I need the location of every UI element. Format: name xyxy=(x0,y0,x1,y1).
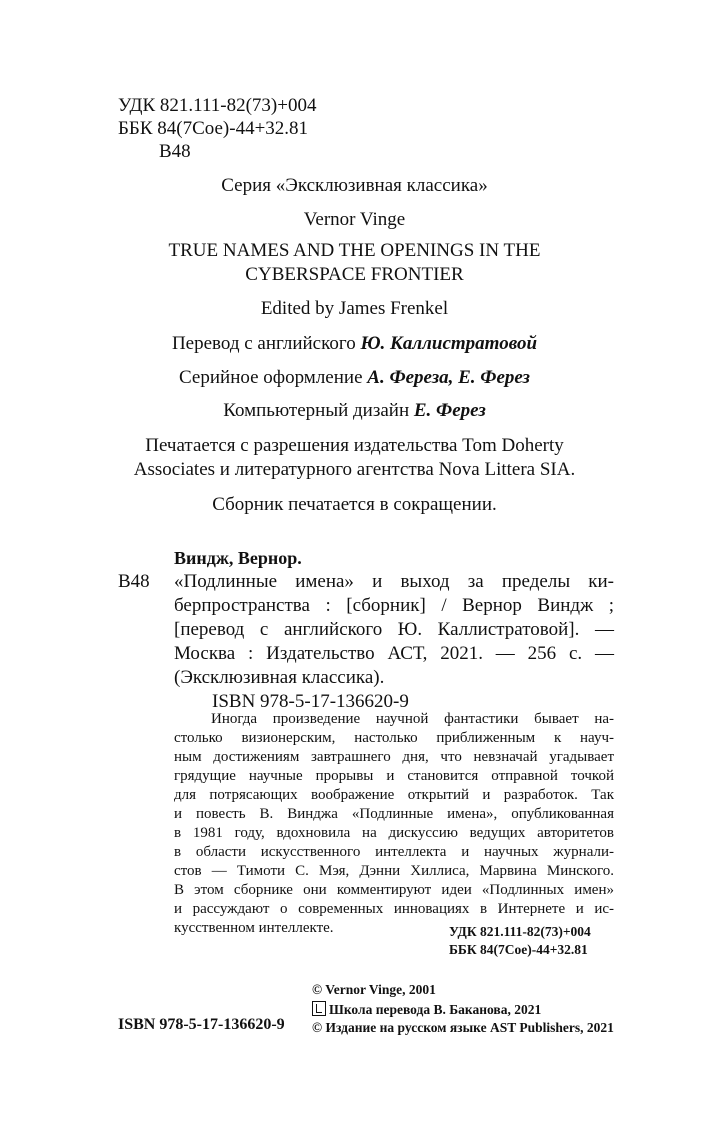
permission-line2: Associates и литературного агентства Nova Littera SIA. xyxy=(133,459,576,480)
annotation-line-5: для потрясающих воображение открытий и разработок. Так xyxy=(174,787,614,803)
permission-line1: Печатается с разрешения издательства Tom Doherty xyxy=(145,435,564,456)
translator-name: Ю. Каллистратовой xyxy=(360,333,538,354)
original-title-line1: TRUE NAMES AND THE OPENINGS IN THE xyxy=(168,240,541,261)
card-bbk: ББК 84(7Сое)-44+32.81 xyxy=(449,942,588,957)
computer-designer: Е. Ферез xyxy=(413,400,486,421)
card-description-line-2: берпространства : [сборник] / Вернор Виндж ; xyxy=(174,595,614,616)
card-udk: УДК 821.111-82(73)+004 xyxy=(449,924,591,939)
series-design-prefix: Серийное оформление xyxy=(179,367,368,388)
copyright-school-text: Школа перевода В. Баканова, 2021 xyxy=(329,1002,542,1017)
series-design-line xyxy=(0,367,709,389)
annotation-line-4: грядущие научные прорывы и становится отправной точкой xyxy=(174,768,614,784)
annotation-line-2: столько визионерским, настолько приближенным к науч- xyxy=(174,730,614,746)
annotation-line-7: в 1981 году, вдохновила на дискуссию ведущих авторитетов xyxy=(174,825,614,841)
computer-design-prefix: Компьютерный дизайн xyxy=(223,400,414,421)
card-mark: В48 xyxy=(118,571,150,592)
series-line: Серия «Эксклюзивная классика» xyxy=(221,175,488,196)
original-title-line2: CYBERSPACE FRONTIER xyxy=(245,264,464,285)
school-logo-icon xyxy=(312,1001,326,1016)
annotation-line-9: стов — Тимоти С. Мэя, Дэнни Хиллиса, Марвина Минского. xyxy=(174,863,614,879)
annotation-line-3: ным достижениям завтрашнего дня, что невзначай угадывает xyxy=(174,749,614,765)
copyright-edition: © Издание на русском языке AST Publishers, 2021 xyxy=(312,1020,614,1035)
translator-line xyxy=(0,333,709,355)
card-description-line-1: «Подлинные имена» и выход за пределы ки- xyxy=(174,571,614,592)
udk-code: УДК 821.111-82(73)+004 xyxy=(118,95,317,116)
annotation-line-1: Иногда произведение научной фантастики бывает на- xyxy=(211,711,614,727)
annotation-line-10: В этом сборнике они комментируют идеи «Подлинных имен» xyxy=(174,882,614,898)
bbk-code: ББК 84(7Сое)-44+32.81 xyxy=(118,118,309,139)
abridged-note: Сборник печатается в сокращении. xyxy=(212,494,497,515)
card-description-line-4: Москва : Издательство АСТ, 2021. — 256 с. — xyxy=(174,643,614,664)
translator-prefix: Перевод с английского xyxy=(171,333,361,354)
card-heading: Виндж, Вернор. xyxy=(174,548,302,568)
card-isbn: ISBN 978-5-17-136620-9 xyxy=(212,691,409,712)
copyright-school xyxy=(312,1001,541,1018)
copyright-isbn: ISBN 978-5-17-136620-9 xyxy=(118,1016,285,1033)
copyright-author: © Vernor Vinge, 2001 xyxy=(312,982,436,997)
annotation-line-11: и рассуждают о современных инновациях в Интернете и ис- xyxy=(174,901,614,917)
card-description-last: (Эксклюзивная классика). xyxy=(174,667,385,688)
annotation-line-6: и повесть В. Винджа «Подлинные имена», опубликованная xyxy=(174,806,614,822)
annotation-last: кусственном интеллекте. xyxy=(174,920,334,936)
annotation-line-8: в области искусственного интеллекта и научных журнали- xyxy=(174,844,614,860)
original-author: Vernor Vinge xyxy=(303,209,406,230)
series-designers: А. Фереза, Е. Ферез xyxy=(367,367,530,388)
editor-line: Edited by James Frenkel xyxy=(260,298,449,319)
card-description-line-3: [перевод с английского Ю. Каллистратовой]. — xyxy=(174,619,614,640)
computer-design-line xyxy=(0,400,709,422)
author-mark: В48 xyxy=(159,141,191,162)
